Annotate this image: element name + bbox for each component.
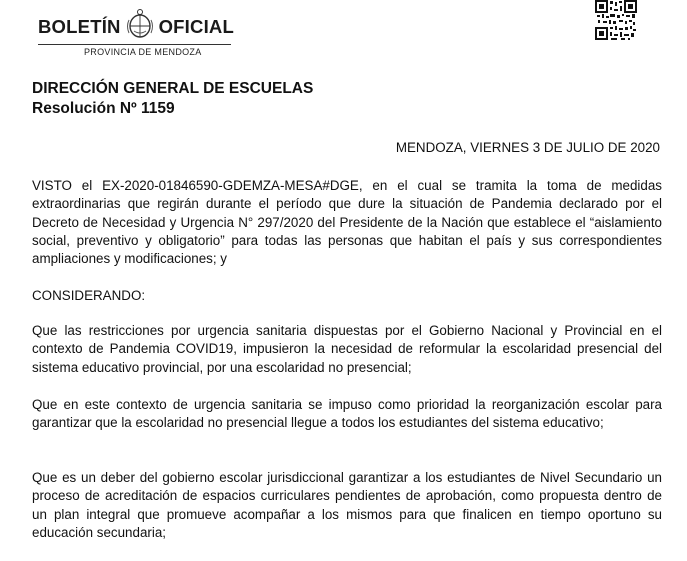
- masthead-title-right: OFICIAL: [158, 16, 234, 37]
- provincial-crest-icon: [125, 8, 155, 40]
- masthead-title-left: BOLETÍN: [38, 16, 121, 37]
- resolution-number: Resolución Nº 1159: [32, 100, 175, 117]
- masthead: [38, 8, 234, 58]
- organization-heading: DIRECCIÓN GENERAL DE ESCUELAS: [32, 80, 314, 97]
- masthead-rule: [38, 44, 231, 45]
- paragraph-considerando: CONSIDERANDO:: [32, 288, 146, 303]
- paragraph-visto: VISTO el EX-2020-01846590-GDEMZA-MESA#DGE, en el cual se tramita la toma de medidas extraordinarias que regirán durante el período que dure la situación de Pandemia declarado por el Decreto de Necesidad y Urgencia N° 297/2020 del Presidente de la Nación que establece el “aislamiento social, preventivo y obligatorio” para todas las personas que habitan el país y sus correspondientes ampliaciones y modificaciones; y: [32, 178, 662, 267]
- paragraph-deber: Que es un deber del gobierno escolar jurisdiccional garantizar a los estudiantes de Nivel Secundario un proceso de acreditación de espacios curriculares pendientes de aprobación, como propuesta dentro de un plan integral que promueve acompañar a los mismos para que finalicen en tiempo oportuno su educación secundaria;: [32, 470, 662, 540]
- masthead-subtitle: PROVINCIA DE MENDOZA: [84, 47, 202, 57]
- paragraph-urgencia: Que en este contexto de urgencia sanitaria se impuso como prioridad la reorganización escolar para garantizar que la escolaridad no presencial llegue a todos los estudiantes del sistema educativo;: [32, 397, 662, 431]
- date-line: MENDOZA, VIERNES 3 DE JULIO DE 2020: [395, 140, 660, 155]
- qr-code-icon: [595, 0, 637, 40]
- paragraph-restricciones: Que las restricciones por urgencia sanitaria dispuestas por el Gobierno Nacional y Provincial en el contexto de Pandemia COVID19, impusieron la necesidad de reformular la escolaridad presencial del sistema educativo provincial, por una escolaridad no presencial;: [32, 323, 662, 375]
